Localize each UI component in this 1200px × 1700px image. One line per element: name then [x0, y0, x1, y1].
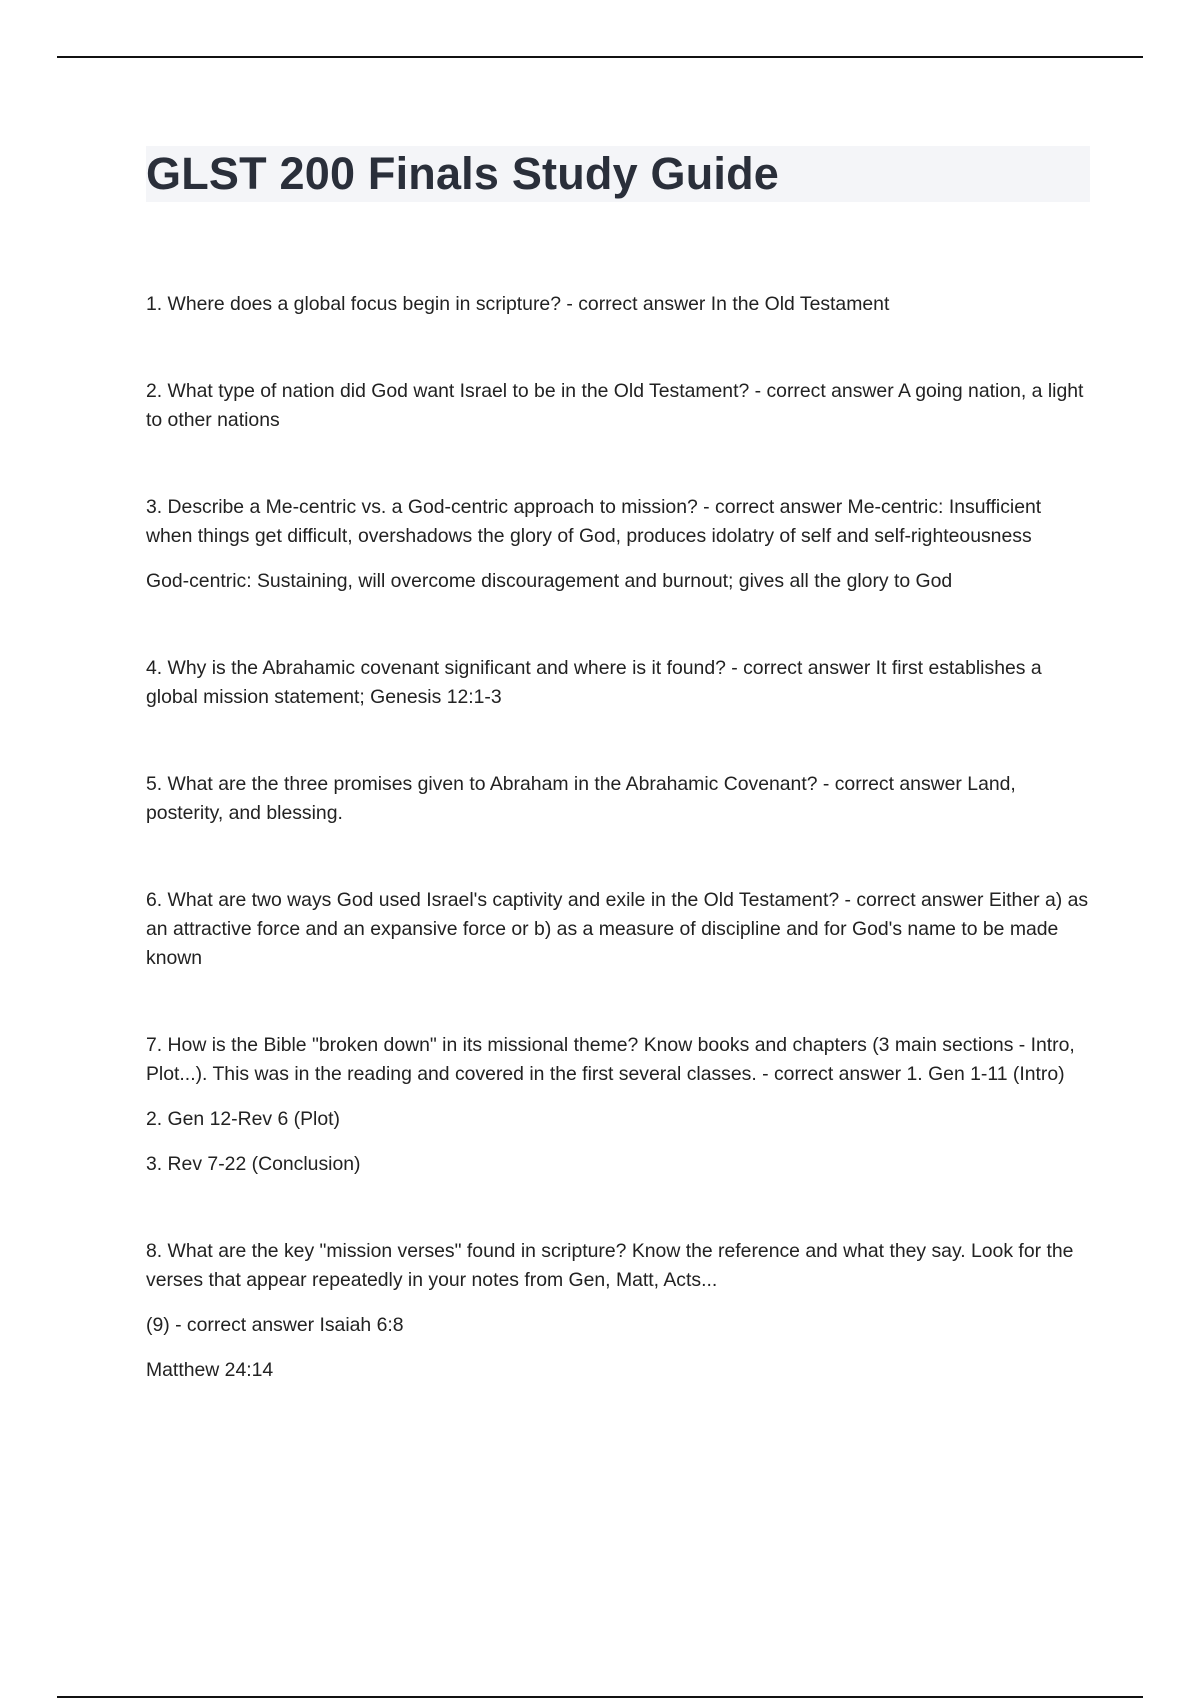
qa-paragraph: 2. Gen 12-Rev 6 (Plot)	[146, 1108, 340, 1130]
qa-paragraph: 8. What are the key "mission verses" found in scripture? Know the reference and what they say. Look for the verses that appear repeatedly in your notes from Gen, Matt, Acts...	[146, 1240, 1074, 1291]
qa-item-8	[146, 1237, 1090, 1385]
qa-paragraph: 3. Describe a Me-centric vs. a God-centric approach to mission? - correct answer Me-centric: Insufficient when things get difficult, overshadows the glory of God, produces idolatry of self and self-righteousness	[146, 496, 1042, 547]
qa-paragraph: 4. Why is the Abrahamic covenant significant and where is it found? - correct answer It first establishes a global mission statement; Genesis 12:1-3	[146, 657, 1042, 708]
page-title: GLST 200 Finals Study Guide	[146, 148, 780, 199]
qa-paragraph: 3. Rev 7-22 (Conclusion)	[146, 1153, 361, 1175]
qa-paragraph: 1. Where does a global focus begin in scripture? - correct answer In the Old Testament	[146, 293, 890, 315]
qa-paragraph: 2. What type of nation did God want Israel to be in the Old Testament? - correct answer A going nation, a light to other nations	[146, 380, 1084, 431]
qa-paragraph: (9) - correct answer Isaiah 6:8	[146, 1314, 404, 1336]
qa-list	[146, 290, 1090, 1385]
qa-paragraph: 7. How is the Bible "broken down" in its missional theme? Know books and chapters (3 main sections - Intro, Plot...). This was in the reading and covered in the first several classes. - correct answer 1. Gen 1-11 (Intro)	[146, 1034, 1075, 1085]
qa-item-5	[146, 770, 1090, 828]
qa-item-4	[146, 654, 1090, 712]
top-divider	[57, 56, 1143, 58]
title-band	[146, 146, 1090, 202]
qa-item-1	[146, 290, 1090, 319]
qa-paragraph: God-centric: Sustaining, will overcome discouragement and burnout; gives all the glory to God	[146, 570, 953, 592]
qa-item-3	[146, 493, 1090, 596]
qa-paragraph: 5. What are the three promises given to Abraham in the Abrahamic Covenant? - correct answer Land, posterity, and blessing.	[146, 773, 1016, 824]
qa-paragraph: Matthew 24:14	[146, 1359, 274, 1381]
qa-item-2	[146, 377, 1090, 435]
qa-item-6	[146, 886, 1090, 973]
qa-item-7	[146, 1031, 1090, 1179]
bottom-divider	[57, 1696, 1143, 1698]
document-body	[146, 146, 1090, 1385]
qa-paragraph: 6. What are two ways God used Israel's captivity and exile in the Old Testament? - correct answer Either a) as an attractive force and an expansive force or b) as a measure of discipline and for God's name to be made known	[146, 889, 1089, 969]
